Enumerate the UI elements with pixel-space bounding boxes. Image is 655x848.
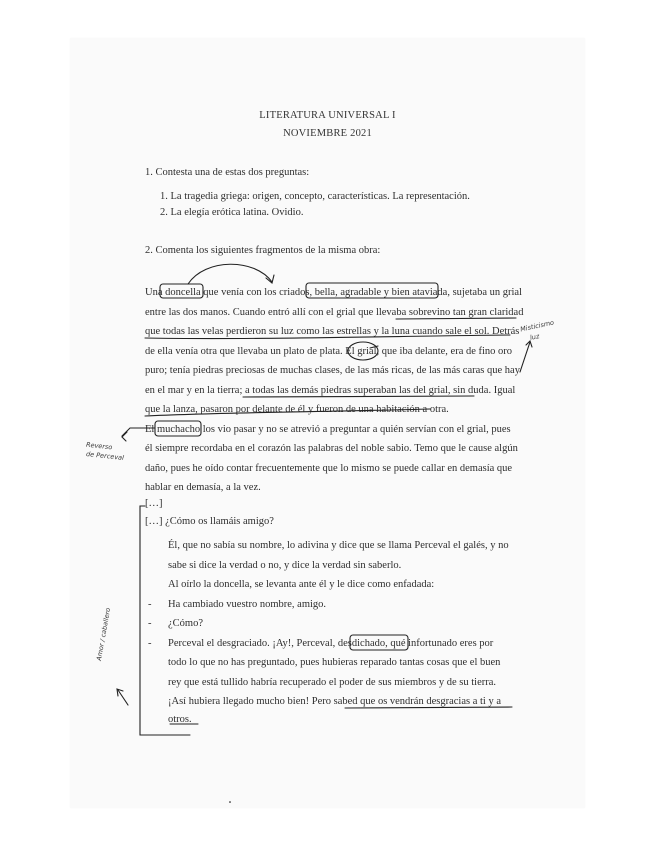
fragment-line: de ella venía otra que llevaba un plato de plata. El grial, que iba delante, era de fino oro: [145, 346, 513, 357]
paper-sheet: [70, 38, 585, 808]
fragment-line: daño, pues he oído contar frecuentemente que lo mismo se puede callar en demasía que: [145, 463, 513, 474]
ellipsis-line: […]: [145, 498, 163, 509]
handwritten-note: Amor / caballero: [95, 607, 113, 662]
fragment-line: en el mar y en la tierra; a todas las demás piedras superaban las del grial, sin duda. Igual: [145, 385, 516, 396]
question-1-prompt: 1. Contesta una de estas dos preguntas:: [145, 167, 310, 178]
handwritten-note: de Perceval: [85, 450, 125, 462]
dialogue-dash: -: [148, 638, 152, 649]
fragment-line: El muchacho los vio pasar y no se atrevió a preguntar a quién servían con el grial, pues: [145, 424, 511, 435]
dialogue-line: Perceval el desgraciado. ¡Ay!, Perceval, desdichado, qué infortunado eres por: [168, 638, 494, 649]
dialogue-dash: -: [148, 618, 152, 629]
question-1-option-1: 1. La tragedia griega: origen, concepto, características. La representación.: [160, 191, 470, 202]
handwritten-note: Reverso: [85, 440, 113, 452]
dialogue-line: ¡Así hubiera llegado mucho bien! Pero sabed que os vendrán desgracias a ti y a: [168, 696, 501, 707]
fragment-line: hablar en demasía, a la vez.: [145, 482, 261, 493]
handwritten-note: luz: [529, 332, 541, 342]
question-line: […] ¿Cómo os llamáis amigo?: [145, 516, 274, 527]
dialogue-line: Al oírlo la doncella, se levanta ante él y le dice como enfadada:: [168, 579, 435, 590]
fragment-line: él siempre recordaba en el corazón las palabras del noble sabio. Temo que le cause algún: [145, 443, 518, 454]
fragment-line: Una doncella que venía con los criados, bella, agradable y bien ataviada, sujetaba un grial: [145, 287, 522, 298]
fragment-line: que la lanza, pasaron por delante de él y fueron de una habitación a otra.: [145, 404, 449, 415]
dialogue-line: Él, que no sabía su nombre, lo adivina y dice que se llama Perceval el galés, y no: [168, 540, 509, 551]
dialogue-line: ¿Cómo?: [168, 618, 203, 629]
handwritten-note: Misticismo: [519, 318, 555, 334]
question-1-option-2: 2. La elegía erótica latina. Ovidio.: [160, 207, 304, 218]
fragment-line: puro; tenía piedras preciosas de muchas clases, de las más ricas, de las más caras que hay: [145, 365, 520, 376]
fragment-line: que todas las velas perdieron su luz como las estrellas y la luna cuando sale el sol. Detrás: [145, 326, 520, 337]
dialogue-line: todo lo que no has preguntado, pues hubieras reparado tantas cosas que el buen: [168, 657, 501, 668]
fragment-line: entre las dos manos. Cuando entró allí con el grial que llevaba sobrevino tan gran claridad: [145, 307, 524, 318]
dialogue-line: Ha cambiado vuestro nombre, amigo.: [168, 599, 327, 610]
exam-title: LITERATURA UNIVERSAL I: [259, 110, 396, 121]
exam-date: NOVIEMBRE 2021: [283, 128, 372, 139]
dialogue-line: rey que está tullido habría recuperado el poder de sus miembros y de su tierra.: [168, 677, 497, 688]
question-2-prompt: 2. Comenta los siguientes fragmentos de la misma obra:: [145, 245, 381, 256]
dialogue-dash: -: [148, 599, 152, 610]
dialogue-line: sabe si dice la verdad o no, y dice la verdad sin saberlo.: [168, 560, 402, 571]
dialogue-line: otros.: [168, 714, 192, 725]
